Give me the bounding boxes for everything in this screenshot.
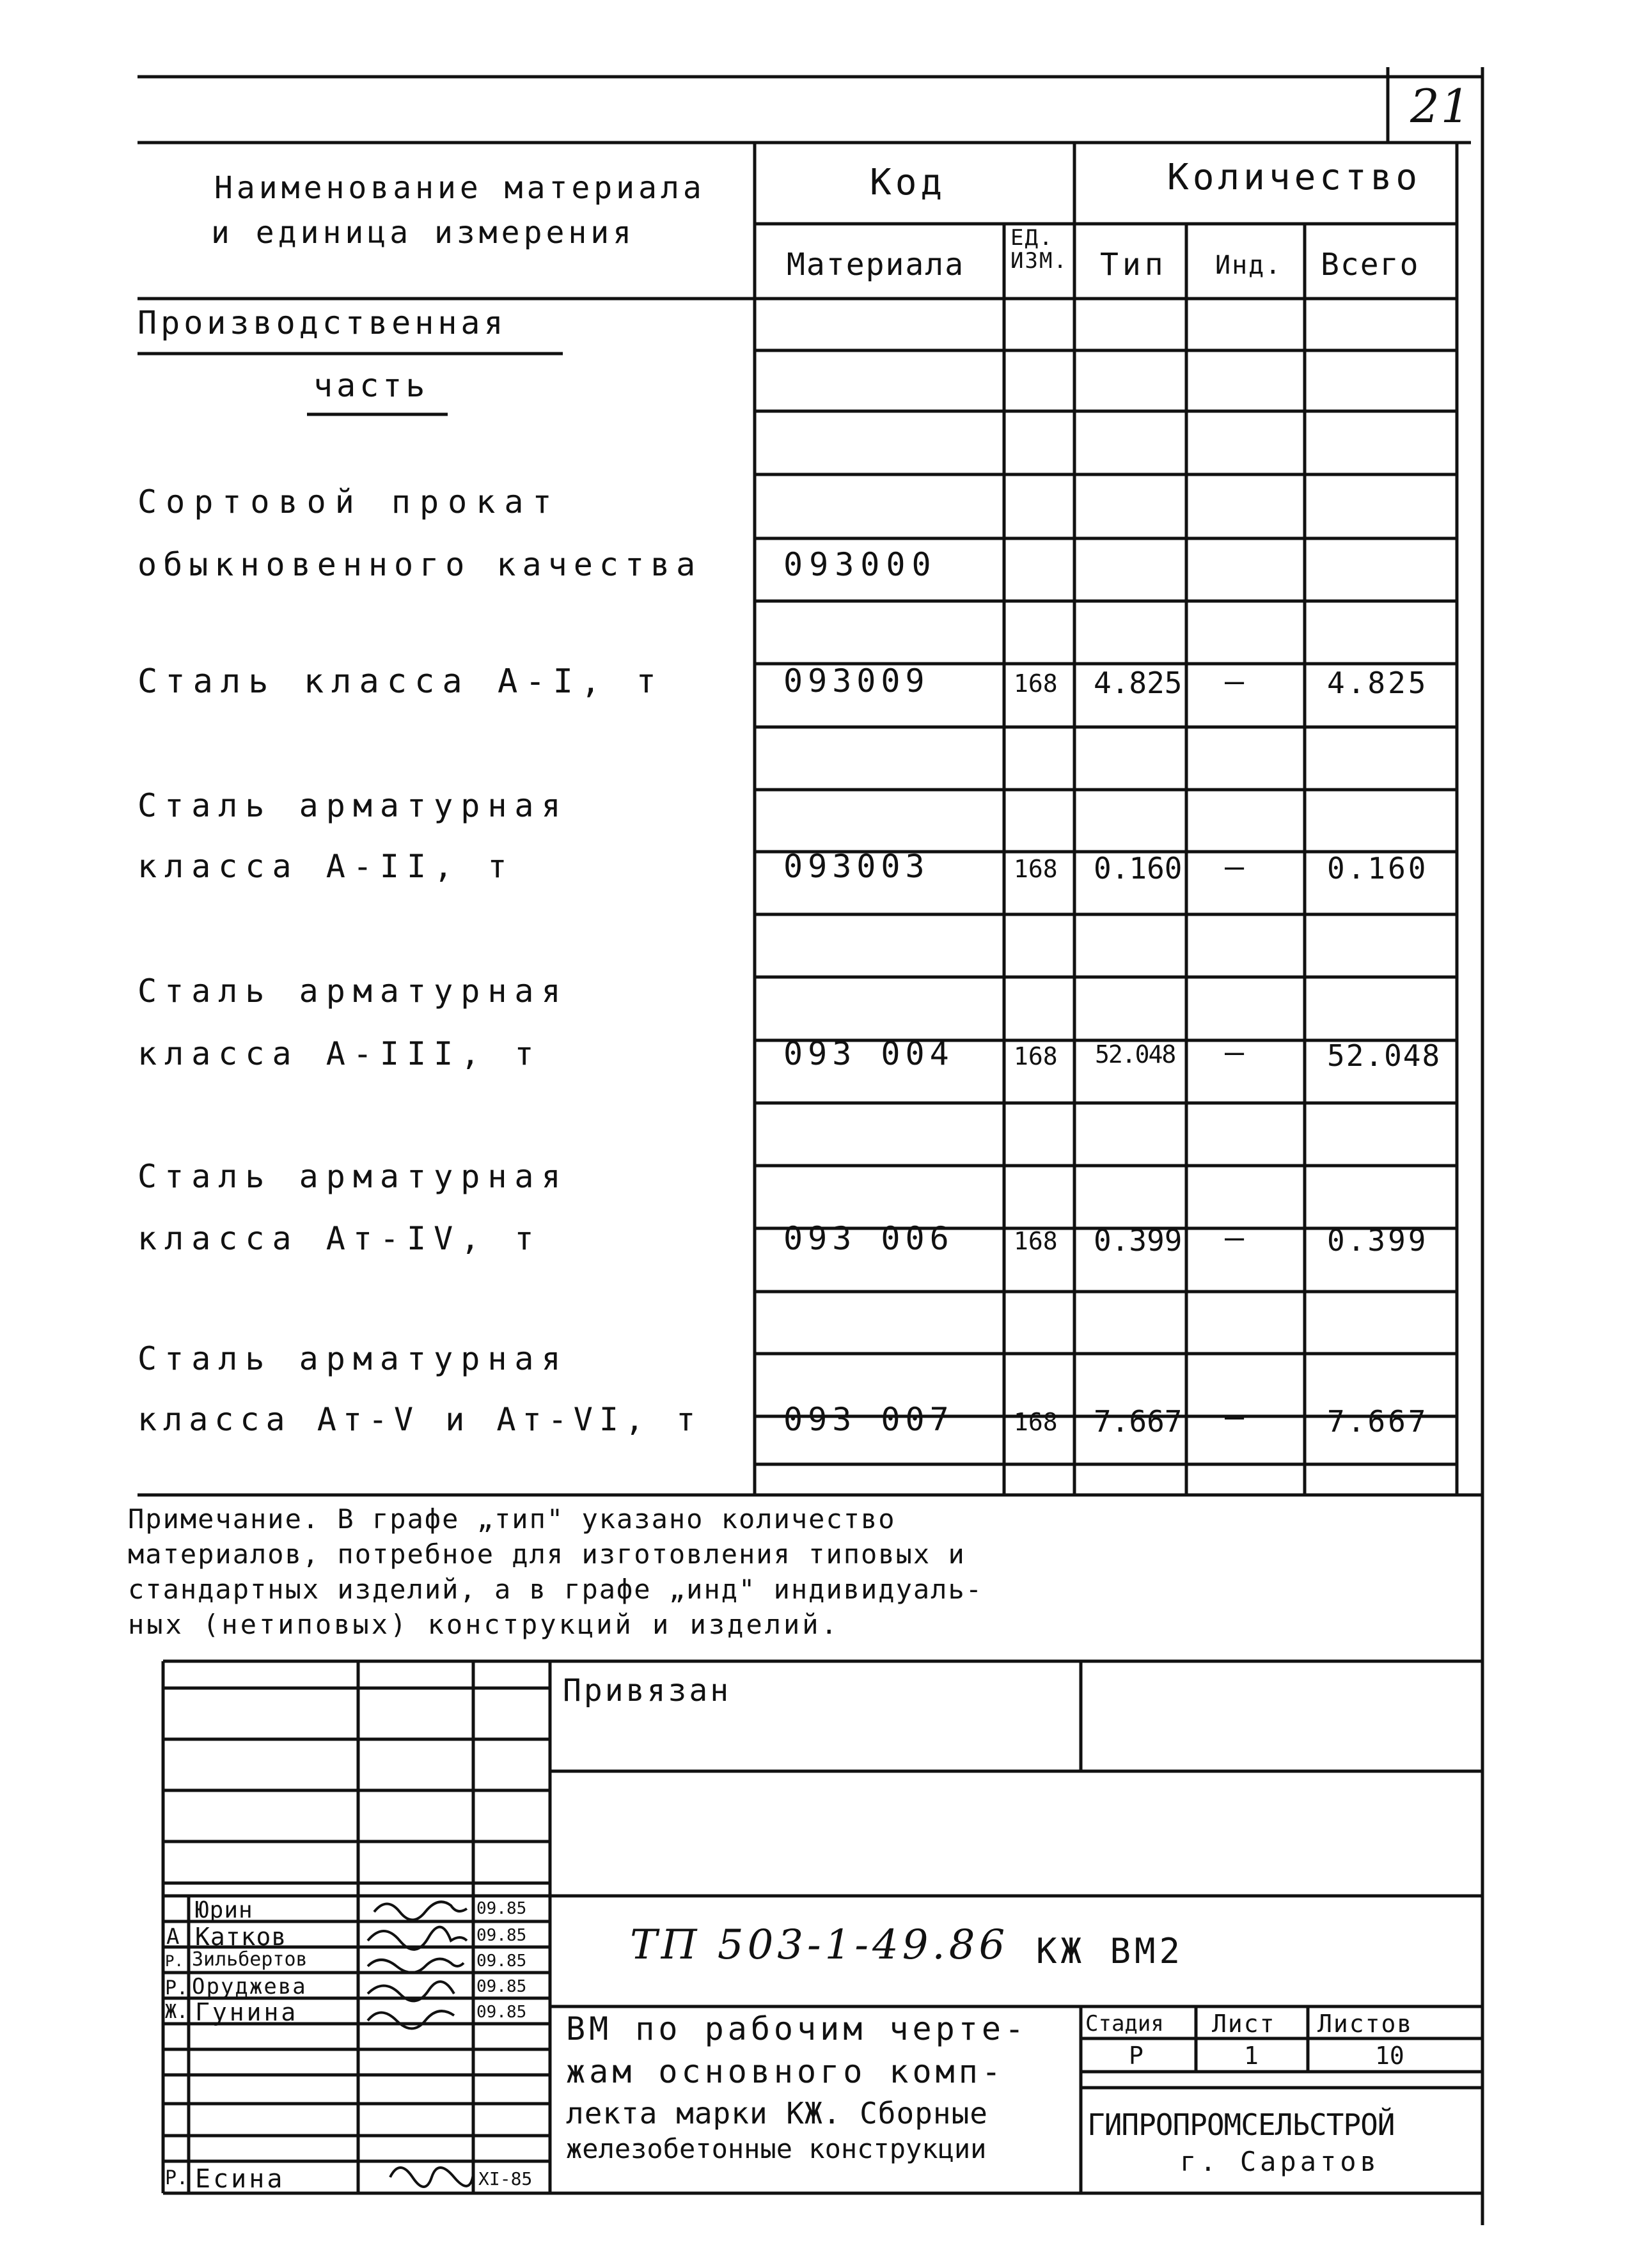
row-name-line2: класса Ат-IV, т bbox=[138, 1220, 542, 1257]
person-date-2: 09.85 bbox=[476, 1926, 527, 1945]
row-name-line2: класса А-III, т bbox=[138, 1035, 542, 1072]
title-line4: железобетонные конструкции bbox=[566, 2133, 987, 2164]
person-role-6: Р. bbox=[165, 2167, 189, 2189]
header-total: Всего bbox=[1321, 247, 1420, 283]
person-name-2: Катков bbox=[195, 1923, 287, 1951]
header-material: Материала bbox=[787, 247, 965, 283]
person-role-2: А bbox=[166, 1924, 180, 1950]
row-code: 093 006 bbox=[783, 1220, 954, 1257]
row-type: 52.048 bbox=[1095, 1040, 1175, 1068]
privyazan-label: Привязан bbox=[563, 1673, 732, 1709]
row-unit: 168 bbox=[1014, 855, 1058, 883]
row-unit: 168 bbox=[1014, 1408, 1058, 1436]
person-name-4: Оруджева bbox=[192, 1974, 307, 1999]
group-title-line2: обыкновенного качества bbox=[138, 546, 702, 583]
sheet-value: 1 bbox=[1244, 2042, 1259, 2070]
row-type: 7.667 bbox=[1094, 1404, 1183, 1439]
title-line1: ВМ по рабочим черте- bbox=[566, 2010, 1028, 2047]
note-line2: материалов, потребное для изготовления типовых и bbox=[128, 1538, 966, 1570]
row-ind: — bbox=[1225, 662, 1248, 700]
title-line2: жам основного комп- bbox=[566, 2053, 1005, 2090]
row-total: 4.825 bbox=[1327, 666, 1429, 700]
signature-6 bbox=[390, 2168, 473, 2187]
person-date-1: 09.85 bbox=[476, 1899, 527, 1918]
person-name-1: Юрин bbox=[195, 1897, 253, 1923]
row-name-line1: Сталь арматурная bbox=[138, 1340, 569, 1377]
row-type: 0.160 bbox=[1094, 851, 1183, 886]
row-name-line2: класса Ат-V и Ат-VI, т bbox=[138, 1401, 702, 1438]
row-type: 0.399 bbox=[1094, 1223, 1183, 1258]
person-name-5: Гунина bbox=[195, 1998, 299, 2026]
row-name-line1: Сталь арматурная bbox=[138, 1158, 569, 1195]
row-total: 0.399 bbox=[1327, 1223, 1429, 1258]
header-ind: Инд. bbox=[1215, 251, 1282, 280]
row-unit: 168 bbox=[1014, 1042, 1058, 1070]
sheets-label: Листов bbox=[1317, 2010, 1413, 2038]
group-title-line1: Сортовой прокат bbox=[138, 483, 561, 520]
header-code: Код bbox=[870, 162, 947, 203]
person-name-6: Есина bbox=[195, 2164, 285, 2194]
row-name-line1: Сталь арматурная bbox=[138, 973, 569, 1010]
header-type: Тип bbox=[1100, 247, 1167, 283]
person-role-3: Р. bbox=[165, 1952, 184, 1970]
row-total: 0.160 bbox=[1327, 851, 1429, 886]
stage-value: Р bbox=[1129, 2042, 1144, 2070]
signature-1 bbox=[374, 1902, 467, 1920]
row-name-line2: класса А-II, т bbox=[138, 848, 515, 885]
row-unit: 168 bbox=[1014, 669, 1058, 698]
row-unit: 168 bbox=[1014, 1227, 1058, 1255]
organization-name: ГИПРОПРОМСЕЛЬСТРОЙ bbox=[1087, 2108, 1395, 2142]
section-title-line2: часть bbox=[313, 367, 429, 404]
note-line3: стандартных изделий, а в графе „инд" индивидуаль- bbox=[128, 1574, 984, 1605]
person-name-3: Зильбертов bbox=[192, 1948, 308, 1971]
person-role-4: Р. bbox=[165, 1977, 189, 1999]
person-date-3: 09.85 bbox=[476, 1951, 527, 1971]
note-line4: ных (нетиповых) конструкций и изделий. bbox=[128, 1609, 840, 1640]
row-code: 093003 bbox=[783, 848, 930, 885]
stage-label: Стадия bbox=[1085, 2011, 1164, 2037]
row-ind: — bbox=[1225, 848, 1248, 885]
row-total: 52.048 bbox=[1327, 1038, 1442, 1073]
header-unit: ЕД. ИЗМ. bbox=[1010, 225, 1068, 274]
person-date-5: 09.85 bbox=[476, 2003, 527, 2022]
row-ind: — bbox=[1225, 1398, 1248, 1435]
document-mark: КЖ ВМ2 bbox=[1036, 1931, 1184, 1971]
row-code: 093 004 bbox=[783, 1035, 954, 1072]
signature-3 bbox=[368, 1959, 464, 1973]
sheet-label: Лист bbox=[1212, 2010, 1276, 2038]
row-type: 4.825 bbox=[1094, 666, 1183, 700]
header-name-line1: Наименование материала bbox=[214, 170, 705, 206]
header-quantity: Количество bbox=[1167, 157, 1422, 198]
row-code: 093 007 bbox=[783, 1401, 954, 1438]
page-number: 21 bbox=[1410, 79, 1472, 133]
header-name-line2: и единица измерения bbox=[211, 215, 636, 251]
signature-5 bbox=[368, 2011, 454, 2028]
person-date-6: XI-85 bbox=[478, 2168, 533, 2189]
row-name-line1: Сталь класса А-I, т bbox=[138, 662, 664, 701]
person-role-5: Ж. bbox=[165, 2001, 189, 2023]
row-ind: — bbox=[1225, 1033, 1248, 1070]
section-title-line1: Производственная bbox=[138, 304, 507, 341]
person-date-4: 09.85 bbox=[476, 1977, 527, 1996]
title-line3: лекта марки КЖ. Сборные bbox=[566, 2096, 988, 2131]
group-code: 093000 bbox=[783, 546, 938, 583]
row-name-line1: Сталь арматурная bbox=[138, 787, 569, 824]
note-line1: Примечание. В графе „тип" указано количество bbox=[128, 1503, 896, 1535]
document-code: ТП 503-1-49.86 bbox=[630, 1921, 1009, 1969]
row-ind: — bbox=[1225, 1219, 1248, 1256]
organization-city: г. Саратов bbox=[1180, 2146, 1380, 2177]
sheets-value: 10 bbox=[1375, 2042, 1404, 2070]
row-total: 7.667 bbox=[1327, 1404, 1429, 1439]
row-code: 093009 bbox=[783, 662, 930, 700]
